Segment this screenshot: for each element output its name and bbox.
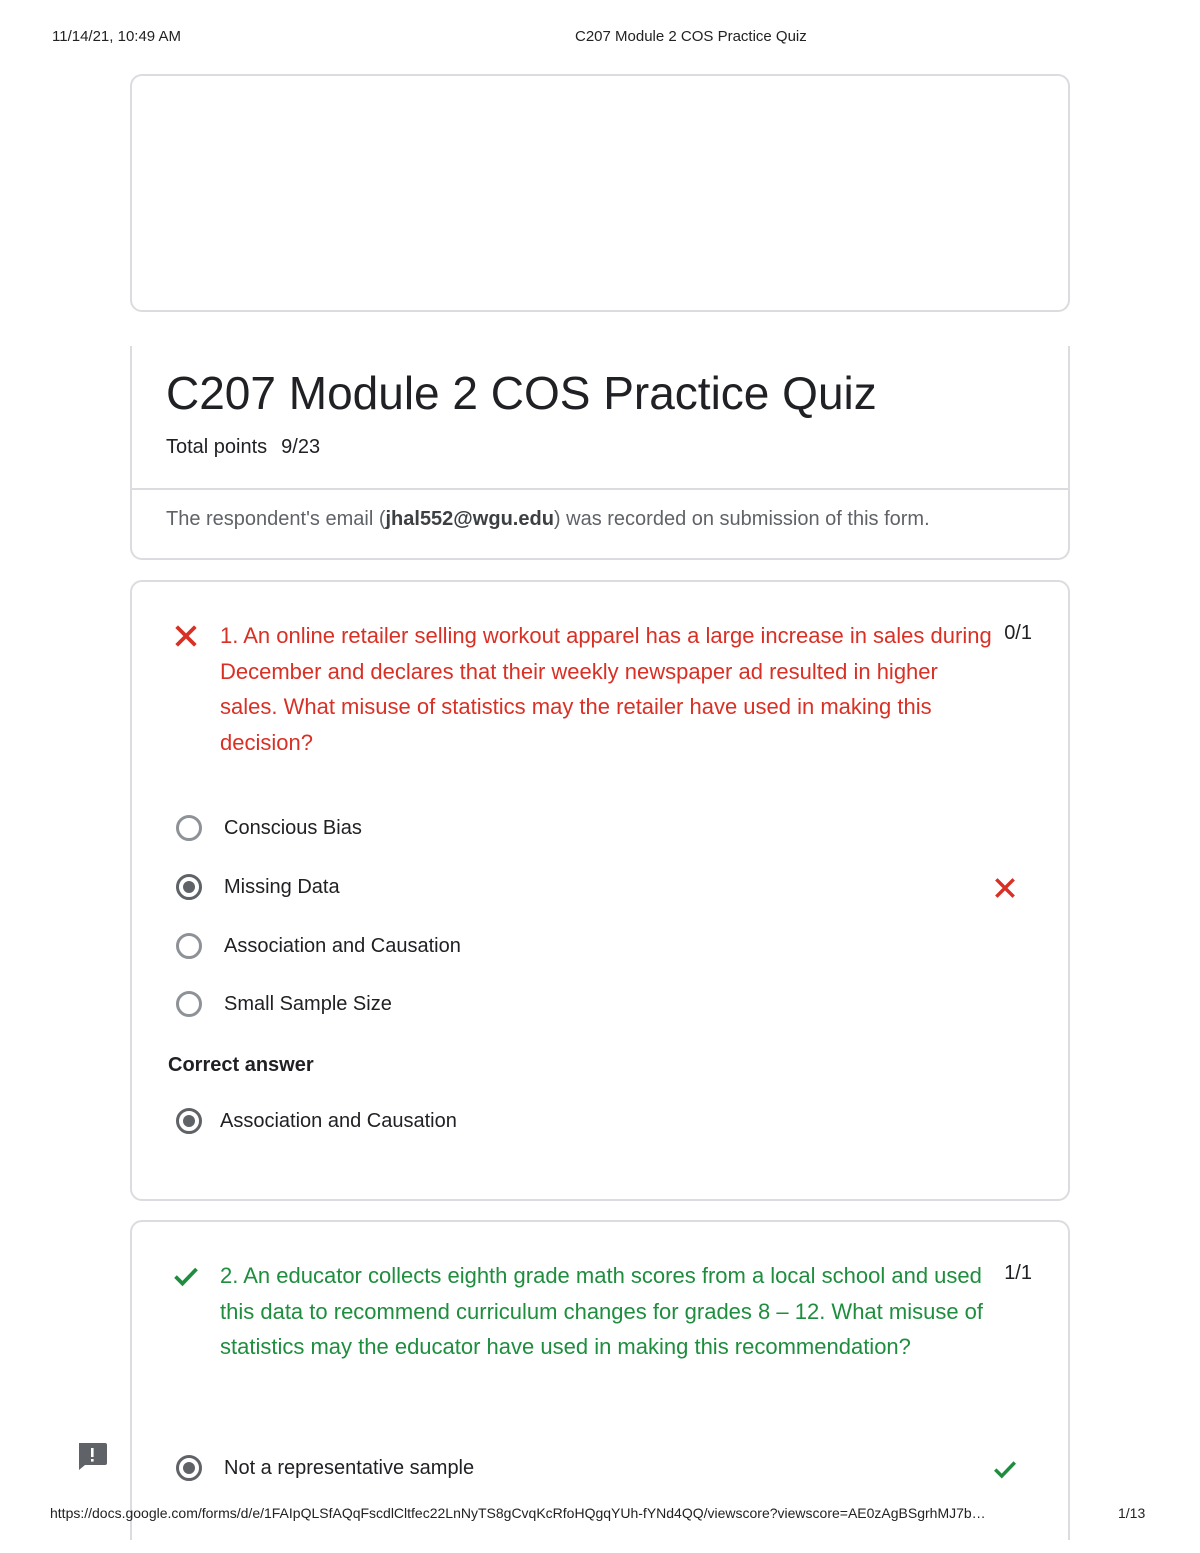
radio-button-checked[interactable] bbox=[176, 1455, 202, 1481]
question-text: 1. An online retailer selling workout apparel has a large increase in sales during December and declares that their weekly newspaper ad resulted in higher sales. What misuse of statistics may the retailer have used in making this decision? bbox=[220, 623, 992, 755]
correct-answer-icon bbox=[990, 1456, 1020, 1482]
total-points-value: 9/23 bbox=[281, 436, 321, 458]
form-header-card bbox=[130, 346, 1070, 560]
answer-option-selected[interactable] bbox=[176, 869, 340, 905]
form-banner bbox=[130, 74, 1070, 312]
respondent-email: jhal552@wgu.edu bbox=[385, 508, 554, 530]
option-label: Missing Data bbox=[224, 875, 340, 898]
answer-option-selected[interactable] bbox=[176, 1450, 474, 1486]
incorrect-answer-icon bbox=[992, 875, 1018, 901]
option-label: Conscious Bias bbox=[224, 816, 362, 839]
print-title: C207 Module 2 COS Practice Quiz bbox=[575, 28, 807, 45]
email-note-suffix: ) was recorded on submission of this form. bbox=[553, 508, 930, 530]
question-card-1 bbox=[130, 580, 1070, 1201]
correct-answer-heading: Correct answer bbox=[168, 1054, 314, 1076]
answer-option[interactable] bbox=[176, 810, 362, 846]
answer-option[interactable] bbox=[176, 986, 392, 1022]
answer-option[interactable] bbox=[176, 928, 461, 964]
print-header bbox=[0, 28, 1200, 50]
divider bbox=[132, 488, 1068, 490]
check-icon bbox=[172, 1262, 200, 1290]
radio-button-checked bbox=[176, 1108, 202, 1134]
option-label: Association and Causation bbox=[224, 934, 461, 957]
email-note-prefix: The respondent's email ( bbox=[166, 508, 386, 530]
option-label: Small Sample Size bbox=[224, 992, 392, 1015]
question-text: 2. An educator collects eighth grade math scores from a local school and used this data to recommend curriculum changes for grades 8 – 12. What misuse of statistics may the educator have used in making this recommendation? bbox=[220, 1263, 984, 1359]
incorrect-icon bbox=[172, 622, 200, 650]
page-number: 1/13 bbox=[1118, 1505, 1146, 1521]
question-score: 1/1 bbox=[1004, 1262, 1032, 1284]
total-points bbox=[166, 436, 320, 459]
radio-button[interactable] bbox=[176, 991, 202, 1017]
page-title: C207 Module 2 COS Practice Quiz bbox=[166, 367, 877, 419]
question-card-2 bbox=[130, 1220, 1070, 1540]
print-timestamp: 11/14/21, 10:49 AM bbox=[52, 28, 181, 45]
respondent-email-note bbox=[166, 508, 930, 531]
correct-answer-option bbox=[176, 1103, 457, 1139]
report-feedback-icon[interactable] bbox=[76, 1441, 108, 1471]
page-url: https://docs.google.com/forms/d/e/1FAIpQLSfAQqFscdlCltfec22LnNyTS8gCvqKcRfoHQgqYUh-fYNd4QQ/viewscore?viewscore=AE0zAgBSgrhMJ7b… bbox=[50, 1505, 986, 1521]
question-score: 0/1 bbox=[1004, 622, 1032, 644]
total-points-label: Total points bbox=[166, 436, 268, 458]
radio-button[interactable] bbox=[176, 815, 202, 841]
correct-answer-label: Association and Causation bbox=[220, 1109, 457, 1132]
radio-button-checked[interactable] bbox=[176, 874, 202, 900]
option-label: Not a representative sample bbox=[224, 1456, 475, 1479]
radio-button[interactable] bbox=[176, 933, 202, 959]
